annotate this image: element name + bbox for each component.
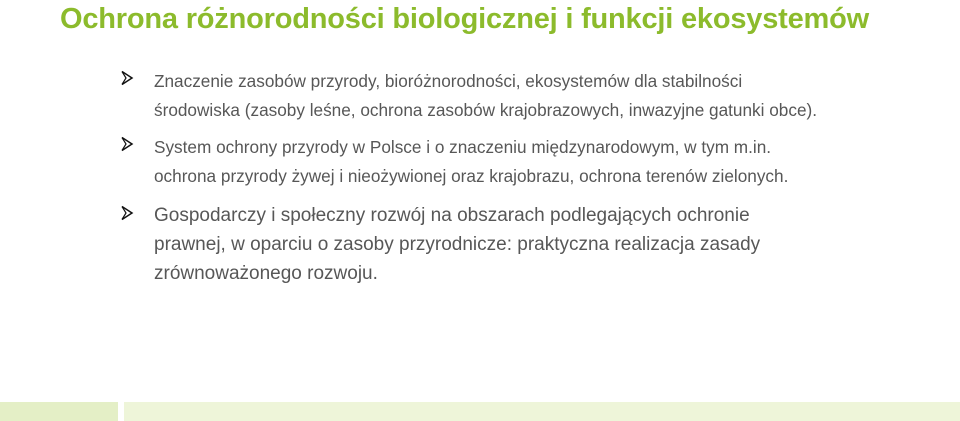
bullet-item [117,133,817,190]
bullet-text: Znaczenie zasobów przyrody, bioróżnorodności, ekosystemów dla stabilności środowiska (zasoby leśne, ochrona zasobów krajobrazowych, inwazyjne gatunki obce). [154,71,818,120]
footer-band-left [0,402,118,421]
bullet-text: Gospodarczy i społeczny rozwój na obszarach podlegających ochronie prawnej, w oparciu o zasoby przyrodnicze: praktyczna realizacja zasady zrównoważonego rozwoju. [154,205,761,284]
slide-title: Ochrona różnorodności biologicznej i funkcji ekosystemów [60,3,869,35]
bullet-list [117,67,817,288]
footer-band-right [124,402,960,421]
bullet-text: System ochrony przyrody w Polsce i o znaczeniu międzynarodowym, w tym m.in. ochrona przyrody żywej i nieożywionej oraz krajobrazu, ochrona terenów zielonych. [154,137,789,186]
arrowhead-bullet-icon [120,136,134,152]
bullet-item [117,201,817,288]
arrowhead-bullet-icon [120,205,134,221]
footer-band [0,400,960,421]
bullet-item [117,67,817,124]
arrowhead-bullet-icon [120,70,134,86]
